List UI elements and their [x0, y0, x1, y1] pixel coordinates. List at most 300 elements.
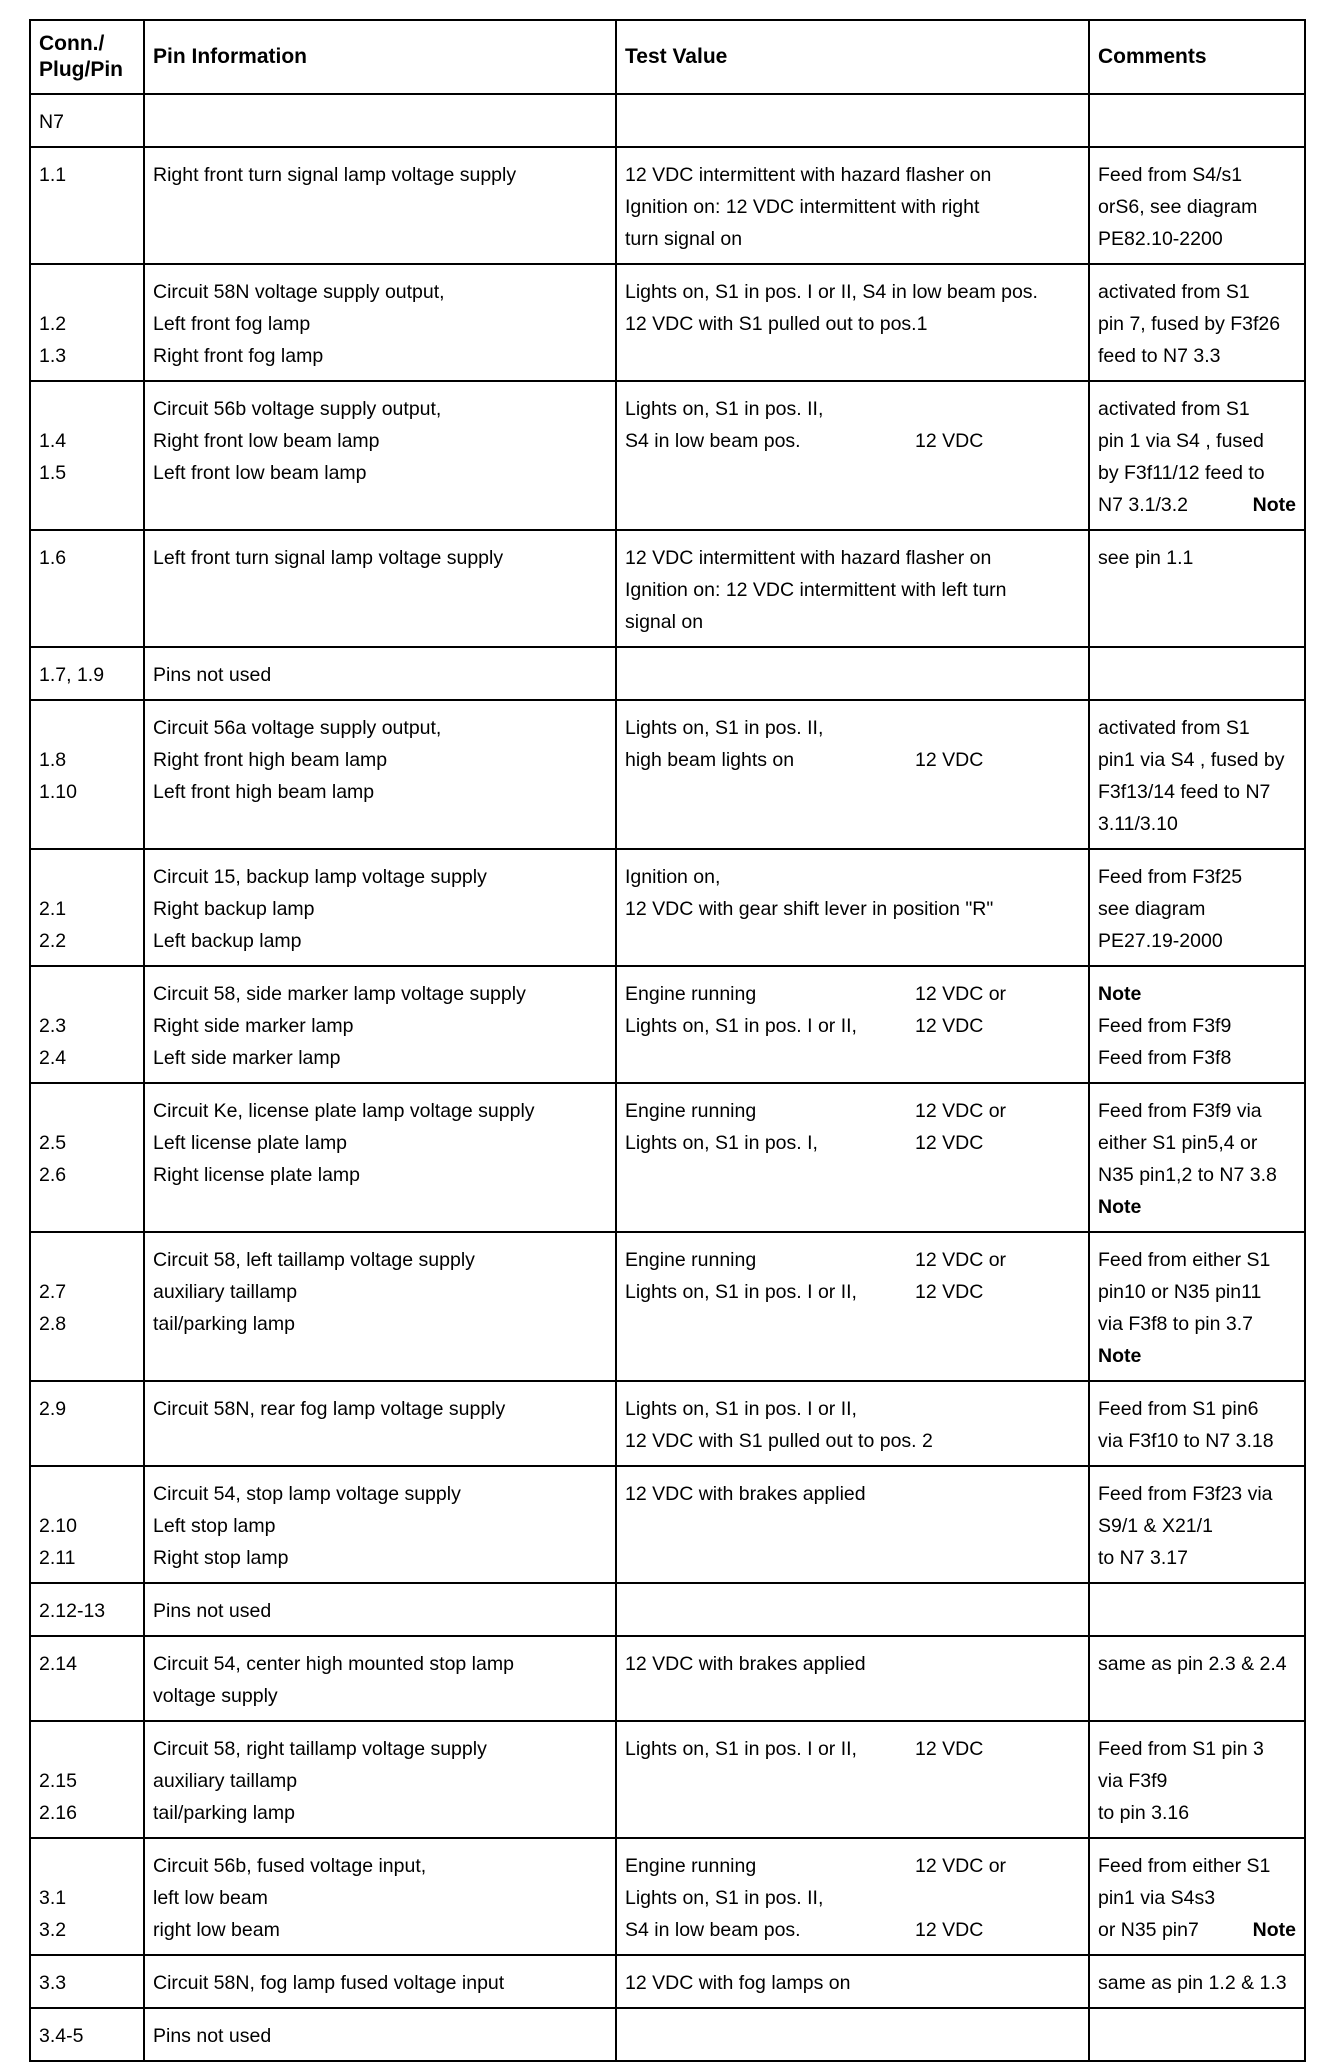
- pin-number: 2.1: [39, 898, 67, 920]
- pin-information-cell: [144, 1083, 616, 1232]
- pin-information-line: tail/parking lamp: [153, 1313, 295, 1335]
- test-value-line: [625, 712, 1082, 744]
- test-condition-text: 12 VDC with fog lamps on: [625, 1972, 851, 1994]
- test-value-line: [625, 1095, 1082, 1127]
- pin-number: 2.2: [39, 930, 67, 952]
- pin-number: [39, 861, 137, 893]
- comment-line: [1098, 712, 1302, 744]
- test-condition-text: Engine running: [625, 1249, 757, 1271]
- test-value-cell: [616, 700, 1089, 849]
- comment-line: [1098, 223, 1302, 255]
- test-value-line: [625, 276, 1082, 308]
- comment-line: [1098, 489, 1302, 521]
- table-row: [30, 530, 1305, 647]
- pin-number: 3.2: [39, 1919, 67, 1941]
- pin-information-cell: [144, 700, 616, 849]
- test-value-cell: [616, 94, 1089, 147]
- pin-information-line: Circuit 54, stop lamp voltage supply: [153, 1483, 461, 1505]
- pin-number: 1.7, 1.9: [39, 664, 105, 686]
- test-value-cell: [616, 849, 1089, 966]
- comment-text: activated from S1: [1098, 398, 1250, 420]
- test-condition-text: 12 VDC with brakes applied: [625, 1653, 866, 1675]
- pin-cell: [30, 1083, 144, 1232]
- comments-cell: [1089, 530, 1305, 647]
- pin-information-cell: [144, 94, 616, 147]
- pin-information-line: Left backup lamp: [153, 930, 302, 952]
- pin-number: [39, 712, 137, 744]
- test-voltage-value: 12 VDC or: [915, 1855, 1007, 1877]
- comment-line: [1098, 1967, 1302, 1999]
- test-condition-text: Ignition on: 12 VDC intermittent with right: [625, 196, 980, 218]
- comment-text: pin10 or N35 pin11: [1098, 1281, 1262, 1303]
- comment-line: [1098, 191, 1302, 223]
- pin-number: 1.6: [39, 547, 67, 569]
- table-row: [30, 1466, 1305, 1583]
- table-row: [30, 2008, 1305, 2061]
- pin-cell: [30, 1466, 144, 1583]
- comment-text: Feed from F3f9: [1098, 1015, 1232, 1037]
- pin-number: 2.10: [39, 1515, 77, 1537]
- table-row: [30, 94, 1305, 147]
- comment-text: same as pin 1.2 & 1.3: [1098, 1972, 1287, 1994]
- pin-information-line: Circuit 54, center high mounted stop lamp: [153, 1653, 514, 1675]
- comments-cell: [1089, 1381, 1305, 1466]
- comment-line: [1098, 1159, 1302, 1191]
- comment-line: [1098, 1850, 1302, 1882]
- pin-number: 2.6: [39, 1164, 67, 1186]
- comment-text: see pin 1.1: [1098, 547, 1194, 569]
- pin-number: 2.3: [39, 1015, 67, 1037]
- test-condition-text: high beam lights on: [625, 749, 795, 771]
- pin-number: [39, 1850, 137, 1882]
- comment-text: activated from S1: [1098, 717, 1250, 739]
- header-conn-line-1: Conn./: [39, 32, 105, 55]
- pin-information-line: Circuit 58N, fog lamp fused voltage input: [153, 1972, 505, 1994]
- test-value-line: [625, 1733, 1082, 1765]
- pin-cell: [30, 1636, 144, 1721]
- test-value-cell: [616, 647, 1089, 700]
- pin-information-line: Circuit 15, backup lamp voltage supply: [153, 866, 487, 888]
- pin-information-line: Right front high beam lamp: [153, 749, 388, 771]
- test-condition-text: Engine running: [625, 1855, 757, 1877]
- header-conn-plug-pin: [30, 20, 144, 94]
- comment-text: activated from S1: [1098, 281, 1250, 303]
- test-value-line: [625, 1010, 1082, 1042]
- pin-information-cell: [144, 381, 616, 530]
- pin-number: N7: [39, 111, 64, 133]
- pin-cell: [30, 2008, 144, 2061]
- pin-information-line: Circuit Ke, license plate lamp voltage supply: [153, 1100, 535, 1122]
- pin-cell: [30, 264, 144, 381]
- test-value-cell: [616, 1381, 1089, 1466]
- comment-line: [1098, 1340, 1302, 1372]
- table-row: [30, 1955, 1305, 2008]
- pin-information-line: Right front low beam lamp: [153, 430, 380, 452]
- pin-information-line: Right side marker lamp: [153, 1015, 354, 1037]
- pin-number: 2.4: [39, 1047, 67, 1069]
- pin-number: 1.10: [39, 781, 77, 803]
- test-condition-text: S4 in low beam pos.: [625, 430, 801, 452]
- test-condition-text: 12 VDC with S1 pulled out to pos.1: [625, 313, 928, 335]
- comment-line: [1098, 1733, 1302, 1765]
- comment-text: pin 1 via S4 , fused: [1098, 430, 1264, 452]
- pin-cell: [30, 1721, 144, 1838]
- header-comments: Comments: [1089, 20, 1305, 94]
- comment-text: Feed from S1 pin 3: [1098, 1738, 1264, 1760]
- comment-text: Feed from F3f8: [1098, 1047, 1232, 1069]
- test-value-cell: [616, 1721, 1089, 1838]
- pin-information-line: Left stop lamp: [153, 1515, 276, 1537]
- comment-line: [1098, 159, 1302, 191]
- pin-number: 2.12-13: [39, 1600, 106, 1622]
- comment-line: [1098, 425, 1302, 457]
- pin-information-line: auxiliary taillamp: [153, 1770, 298, 1792]
- comment-line: [1098, 1191, 1302, 1223]
- pin-information-cell: [144, 1583, 616, 1636]
- table-row: [30, 1636, 1305, 1721]
- comment-text: PE82.10-2200: [1098, 228, 1223, 250]
- pin-information-cell: [144, 1721, 616, 1838]
- pin-information-line: Left front high beam lamp: [153, 781, 375, 803]
- comment-text: via F3f9: [1098, 1770, 1168, 1792]
- comment-text: or N35 pin7: [1098, 1919, 1199, 1941]
- test-value-cell: [616, 147, 1089, 264]
- test-voltage-value: 12 VDC or: [915, 1249, 1007, 1271]
- comments-cell: [1089, 147, 1305, 264]
- comment-line: [1098, 1882, 1302, 1914]
- pin-information-cell: [144, 1381, 616, 1466]
- pin-information-line: Left license plate lamp: [153, 1132, 348, 1154]
- test-value-line: [625, 542, 1082, 574]
- pin-information-cell: [144, 966, 616, 1083]
- comment-line: [1098, 1542, 1302, 1574]
- comment-line: [1098, 1276, 1302, 1308]
- test-value-cell: [616, 1838, 1089, 1955]
- pin-number: [39, 1244, 137, 1276]
- table-row: [30, 647, 1305, 700]
- pin-information-line: voltage supply: [153, 1685, 278, 1707]
- test-value-cell: [616, 1583, 1089, 1636]
- pin-information-line: Circuit 56b, fused voltage input,: [153, 1855, 427, 1877]
- table-row: [30, 1721, 1305, 1838]
- pin-information-cell: [144, 1636, 616, 1721]
- comments-cell: [1089, 1838, 1305, 1955]
- pin-cell: [30, 1232, 144, 1381]
- test-value-line: [625, 308, 1082, 340]
- test-value-line: [625, 606, 1082, 638]
- test-condition-text: 12 VDC intermittent with hazard flasher on: [625, 164, 992, 186]
- comment-text: F3f13/14 feed to N7: [1098, 781, 1271, 803]
- pin-cell: [30, 1838, 144, 1955]
- comments-cell: [1089, 264, 1305, 381]
- test-voltage-value: 12 VDC: [915, 1281, 984, 1303]
- test-value-line: [625, 159, 1082, 191]
- header-pin-information: Pin Information: [144, 20, 616, 94]
- pin-number: 1.2: [39, 313, 67, 335]
- test-value-cell: [616, 381, 1089, 530]
- pin-information-line: Circuit 58, right taillamp voltage supply: [153, 1738, 487, 1760]
- test-value-line: [625, 1882, 1082, 1914]
- pin-number: [39, 1733, 137, 1765]
- pin-information-line: Left front turn signal lamp voltage supply: [153, 547, 504, 569]
- comment-line: [1098, 1042, 1302, 1074]
- pin-number: 2.15: [39, 1770, 77, 1792]
- comment-line: [1098, 542, 1302, 574]
- pin-cell: [30, 1381, 144, 1466]
- pin-information-line: right low beam: [153, 1919, 280, 1941]
- test-voltage-value: 12 VDC: [915, 1015, 984, 1037]
- pin-information-cell: [144, 1955, 616, 2008]
- pin-cell: [30, 966, 144, 1083]
- pin-information-cell: [144, 849, 616, 966]
- test-voltage-value: 12 VDC: [915, 749, 984, 771]
- test-condition-text: Lights on, S1 in pos. I or II,: [625, 1281, 857, 1303]
- pin-number: 3.3: [39, 1972, 67, 1994]
- pin-information-line: Right backup lamp: [153, 898, 315, 920]
- comment-text: Feed from either S1: [1098, 1249, 1271, 1271]
- comment-text: pin1 via S4 , fused by: [1098, 749, 1285, 771]
- test-condition-text: S4 in low beam pos.: [625, 1919, 801, 1941]
- pin-information-cell: [144, 1232, 616, 1381]
- test-voltage-value: 12 VDC: [915, 430, 984, 452]
- test-value-cell: [616, 2008, 1089, 2061]
- table-row: [30, 966, 1305, 1083]
- pin-information-cell: [144, 1466, 616, 1583]
- comment-text: Feed from F3f25: [1098, 866, 1243, 888]
- pin-cell: [30, 94, 144, 147]
- pin-information-line: Circuit 56a voltage supply output,: [153, 717, 442, 739]
- comment-line: [1098, 393, 1302, 425]
- test-value-cell: [616, 1955, 1089, 2008]
- pin-cell: [30, 147, 144, 264]
- pin-information-line: Left front low beam lamp: [153, 462, 367, 484]
- test-condition-text: Lights on, S1 in pos. I or II,: [625, 1015, 857, 1037]
- comments-cell: [1089, 381, 1305, 530]
- comment-text: 3.11/3.10: [1098, 813, 1178, 835]
- comment-text: feed to N7 3.3: [1098, 345, 1221, 367]
- table-row: [30, 381, 1305, 530]
- pin-information-line: Circuit 58, side marker lamp voltage supply: [153, 983, 526, 1005]
- comment-line: [1098, 1914, 1302, 1946]
- comment-text: either S1 pin5,4 or: [1098, 1132, 1258, 1154]
- comments-cell: [1089, 1232, 1305, 1381]
- comments-cell: [1089, 1583, 1305, 1636]
- comments-cell: [1089, 1466, 1305, 1583]
- pin-number: 2.7: [39, 1281, 67, 1303]
- test-condition-text: Lights on, S1 in pos. I,: [625, 1132, 818, 1154]
- comments-cell: [1089, 700, 1305, 849]
- test-voltage-value: 12 VDC: [915, 1919, 984, 1941]
- comment-line: [1098, 1308, 1302, 1340]
- pin-number: [39, 1095, 137, 1127]
- pin-information-cell: [144, 2008, 616, 2061]
- test-condition-text: Ignition on,: [625, 866, 721, 888]
- pin-number: 3.1: [39, 1887, 67, 1909]
- pin-cell: [30, 647, 144, 700]
- comment-text: Feed from F3f23 via: [1098, 1483, 1273, 1505]
- comment-text: Feed from either S1: [1098, 1855, 1271, 1877]
- comment-line: [1098, 1095, 1302, 1127]
- pin-information-line: Right front turn signal lamp voltage supply: [153, 164, 517, 186]
- pin-information-line: left low beam: [153, 1887, 268, 1909]
- comment-text: by F3f11/12 feed to: [1098, 462, 1265, 484]
- pin-information-line: Right stop lamp: [153, 1547, 289, 1569]
- pin-cell: [30, 700, 144, 849]
- test-condition-text: signal on: [625, 611, 704, 633]
- test-condition-text: 12 VDC with brakes applied: [625, 1483, 866, 1505]
- test-value-cell: [616, 1083, 1089, 1232]
- comment-line: [1098, 1010, 1302, 1042]
- comments-cell: [1089, 1636, 1305, 1721]
- test-value-line: [625, 1850, 1082, 1882]
- pin-number: 2.5: [39, 1132, 67, 1154]
- comment-line: [1098, 1127, 1302, 1159]
- comments-cell: [1089, 1721, 1305, 1838]
- table-row: [30, 1381, 1305, 1466]
- test-condition-text: turn signal on: [625, 228, 743, 250]
- pin-number: 1.8: [39, 749, 67, 771]
- comment-text: S9/1 & X21/1: [1098, 1515, 1213, 1537]
- comment-line: [1098, 1797, 1302, 1829]
- test-value-line: [625, 744, 1082, 776]
- pin-number: 1.3: [39, 345, 67, 367]
- test-value-cell: [616, 1232, 1089, 1381]
- test-condition-text: 12 VDC with S1 pulled out to pos. 2: [625, 1430, 933, 1452]
- note-label: Note: [1098, 1345, 1142, 1367]
- comment-text: orS6, see diagram: [1098, 196, 1258, 218]
- pin-information-line: Circuit 58N, rear fog lamp voltage supply: [153, 1398, 506, 1420]
- comment-line: [1098, 1244, 1302, 1276]
- comment-line: [1098, 893, 1302, 925]
- test-condition-text: Engine running: [625, 1100, 757, 1122]
- pin-information-line: Left side marker lamp: [153, 1047, 341, 1069]
- comments-cell: [1089, 647, 1305, 700]
- comment-text: Feed from F3f9 via: [1098, 1100, 1262, 1122]
- comment-text: N7 3.1/3.2: [1098, 494, 1188, 516]
- note-label: Note: [1252, 494, 1296, 516]
- pin-cell: [30, 381, 144, 530]
- pin-number: 2.9: [39, 1398, 67, 1420]
- test-condition-text: Lights on, S1 in pos. I or II,: [625, 1738, 857, 1760]
- comment-line: [1098, 808, 1302, 840]
- table-header-row: [30, 20, 1305, 94]
- pin-number: [39, 1478, 137, 1510]
- test-value-line: [625, 574, 1082, 606]
- comment-text: N35 pin1,2 to N7 3.8: [1098, 1164, 1277, 1186]
- table-row: [30, 147, 1305, 264]
- comment-line: [1098, 1478, 1302, 1510]
- pin-information-line: Right license plate lamp: [153, 1164, 361, 1186]
- test-value-cell: [616, 264, 1089, 381]
- table-row: [30, 1083, 1305, 1232]
- comment-line: [1098, 861, 1302, 893]
- comment-line: [1098, 744, 1302, 776]
- comment-text: to pin 3.16: [1098, 1802, 1190, 1824]
- pin-information-line: auxiliary taillamp: [153, 1281, 298, 1303]
- test-voltage-value: 12 VDC: [915, 1738, 984, 1760]
- pin-number: 2.14: [39, 1653, 77, 1675]
- pin-number: [39, 276, 137, 308]
- pin-number: [39, 978, 137, 1010]
- comments-cell: [1089, 966, 1305, 1083]
- pin-number: [39, 393, 137, 425]
- test-condition-text: Lights on, S1 in pos. II,: [625, 1887, 824, 1909]
- test-value-line: [625, 893, 1082, 925]
- pin-information-line: Circuit 56b voltage supply output,: [153, 398, 442, 420]
- table-row: [30, 264, 1305, 381]
- test-voltage-value: 12 VDC or: [915, 1100, 1007, 1122]
- comments-cell: [1089, 1955, 1305, 2008]
- pin-information-line: Pins not used: [153, 2025, 272, 2047]
- table-row: [30, 849, 1305, 966]
- test-value-cell: [616, 530, 1089, 647]
- pin-information-cell: [144, 264, 616, 381]
- comment-line: [1098, 776, 1302, 808]
- pin-cell: [30, 1955, 144, 2008]
- table-body: [30, 94, 1305, 2061]
- pin-number: 1.4: [39, 430, 67, 452]
- comment-line: [1098, 1765, 1302, 1797]
- comment-line: [1098, 925, 1302, 957]
- pin-number: 1.1: [39, 164, 67, 186]
- test-value-line: [625, 393, 1082, 425]
- comment-text: PE27.19-2000: [1098, 930, 1223, 952]
- test-condition-text: 12 VDC with gear shift lever in position "R": [625, 898, 994, 920]
- test-value-line: [625, 861, 1082, 893]
- pin-information-cell: [144, 530, 616, 647]
- comments-cell: [1089, 1083, 1305, 1232]
- comment-text: Feed from S1 pin6: [1098, 1398, 1259, 1420]
- pin-information-cell: [144, 1838, 616, 1955]
- test-value-line: [625, 1244, 1082, 1276]
- table-row: [30, 1232, 1305, 1381]
- comment-text: Feed from S4/s1: [1098, 164, 1243, 186]
- test-condition-text: 12 VDC intermittent with hazard flasher on: [625, 547, 992, 569]
- test-value-cell: [616, 1636, 1089, 1721]
- comment-text: pin 7, fused by F3f26: [1098, 313, 1281, 335]
- test-voltage-value: 12 VDC: [915, 1132, 984, 1154]
- test-value-line: [625, 1276, 1082, 1308]
- comment-line: [1098, 308, 1302, 340]
- header-test-value: Test Value: [616, 20, 1089, 94]
- pin-information-line: Circuit 58, left taillamp voltage supply: [153, 1249, 475, 1271]
- comment-line: [1098, 1510, 1302, 1542]
- test-value-line: [625, 1648, 1082, 1680]
- test-value-line: [625, 978, 1082, 1010]
- pin-information-line: Circuit 58N voltage supply output,: [153, 281, 445, 303]
- test-condition-text: Lights on, S1 in pos. II,: [625, 398, 824, 420]
- comment-line: [1098, 1648, 1302, 1680]
- comments-cell: [1089, 94, 1305, 147]
- test-condition-text: Lights on, S1 in pos. I or II, S4 in low beam pos.: [625, 281, 1038, 303]
- pin-information-line: Pins not used: [153, 1600, 272, 1622]
- pin-information-line: Pins not used: [153, 664, 272, 686]
- table-row: [30, 1583, 1305, 1636]
- pin-number: 2.11: [39, 1547, 76, 1569]
- comment-line: [1098, 1393, 1302, 1425]
- pin-information-cell: [144, 647, 616, 700]
- comments-cell: [1089, 849, 1305, 966]
- note-label: Note: [1098, 1196, 1142, 1218]
- pin-number: 1.5: [39, 462, 67, 484]
- pin-information-line: tail/parking lamp: [153, 1802, 295, 1824]
- comment-line: [1098, 457, 1302, 489]
- test-value-line: [625, 191, 1082, 223]
- pin-cell: [30, 849, 144, 966]
- table-row: [30, 1838, 1305, 1955]
- comment-text: see diagram: [1098, 898, 1206, 920]
- pin-information-line: Right front fog lamp: [153, 345, 324, 367]
